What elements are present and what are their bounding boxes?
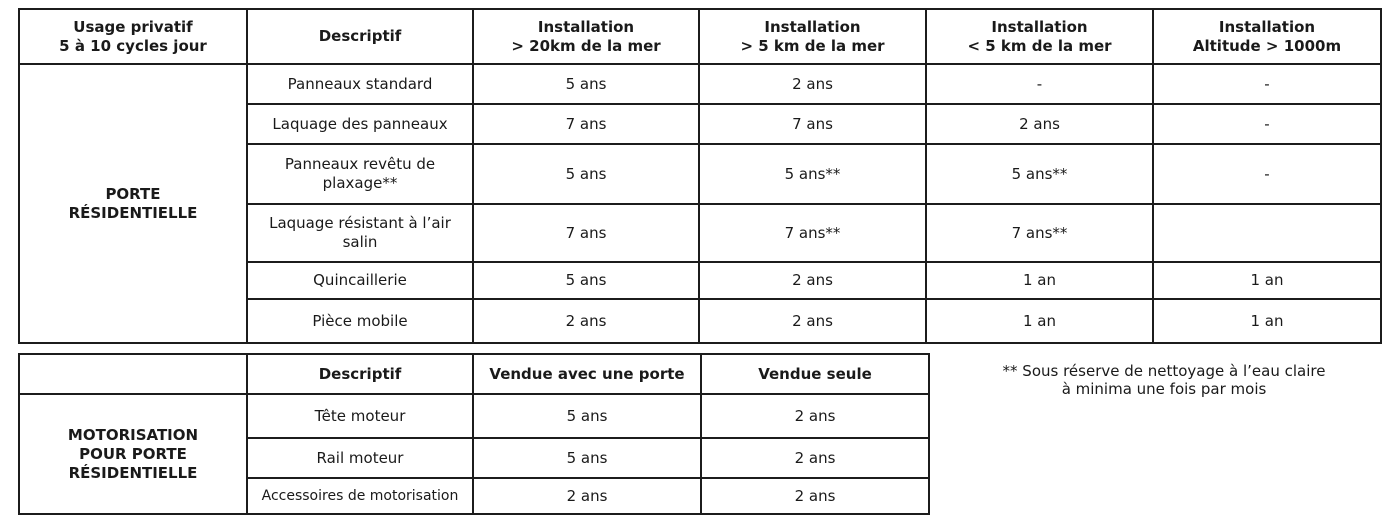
cell-value: 2 ans: [699, 64, 926, 104]
cell-value: 1 an: [926, 299, 1153, 343]
cell-desc: Rail moteur: [247, 438, 473, 478]
cell-desc: Accessoires de motorisation: [247, 478, 473, 514]
cell-value: 7 ans**: [926, 204, 1153, 262]
header-line: Installation: [764, 17, 861, 36]
cell-desc: Panneaux standard: [247, 64, 473, 104]
cell-value: 7 ans**: [699, 204, 926, 262]
header-installation-5km: [699, 9, 926, 64]
cell-value: 1 an: [926, 262, 1153, 299]
row-group-label-motorisation: [19, 394, 247, 514]
warranty-table-motor: [18, 353, 930, 515]
cell-value: 5 ans: [473, 394, 701, 438]
cell-value: 2 ans: [701, 478, 929, 514]
header-line: < 5 km de la mer: [967, 36, 1112, 55]
header-line: Installation: [991, 17, 1088, 36]
footnote-line: ** Sous réserve de nettoyage à l’eau claire: [1002, 362, 1326, 380]
table-row: [19, 394, 929, 438]
group-label-line: RÉSIDENTIELLE: [68, 463, 198, 482]
header-descriptif: [247, 9, 473, 64]
cell-value: 5 ans**: [699, 144, 926, 204]
cell-value: 5 ans**: [926, 144, 1153, 204]
cell-value: [1153, 204, 1381, 262]
header-line: Altitude > 1000m: [1192, 36, 1342, 55]
cell-value: -: [1153, 144, 1381, 204]
cell-value: -: [1153, 64, 1381, 104]
header-line: Descriptif: [318, 27, 402, 45]
cell-value: 7 ans: [699, 104, 926, 144]
cell-value: 5 ans: [473, 64, 699, 104]
header-line: Installation: [1218, 17, 1316, 36]
header-line: Installation: [537, 17, 635, 36]
cell-value: 1 an: [1153, 299, 1381, 343]
cell-value: 2 ans: [701, 394, 929, 438]
footnote: [980, 362, 1348, 398]
cell-desc: Pièce mobile: [247, 299, 473, 343]
header-usage: [19, 9, 247, 64]
header-line: > 20km de la mer: [511, 36, 661, 55]
warranty-table-door: [18, 8, 1382, 344]
table-row: [19, 64, 1381, 104]
cell-value: 2 ans: [926, 104, 1153, 144]
cell-value: 2 ans: [699, 299, 926, 343]
group-label-line: RÉSIDENTIELLE: [68, 203, 198, 222]
cell-value: -: [926, 64, 1153, 104]
cell-value: 5 ans: [473, 262, 699, 299]
cell-value: 5 ans: [473, 144, 699, 204]
header-line: Usage privatif: [73, 17, 193, 36]
cell-desc: Quincaillerie: [247, 262, 473, 299]
cell-value: 2 ans: [473, 478, 701, 514]
cell-value: 2 ans: [699, 262, 926, 299]
header-empty: [19, 354, 247, 394]
cell-desc: Laquage résistant à l’air salin: [247, 204, 473, 262]
header-line: 5 à 10 cycles jour: [59, 36, 207, 55]
table-header-row: [19, 354, 929, 394]
header-line: > 5 km de la mer: [740, 36, 885, 55]
header-installation-20km: [473, 9, 699, 64]
header-descriptif: Descriptif: [247, 354, 473, 394]
cell-value: 2 ans: [473, 299, 699, 343]
cell-desc: Panneaux revêtu de plaxage**: [247, 144, 473, 204]
header-vendue-seule: Vendue seule: [701, 354, 929, 394]
cell-desc: Tête moteur: [247, 394, 473, 438]
group-label-line: MOTORISATION: [67, 425, 199, 444]
row-group-label-porte: [19, 64, 247, 343]
group-label-line: PORTE: [105, 184, 161, 203]
cell-value: 7 ans: [473, 104, 699, 144]
group-label-line: POUR PORTE: [79, 444, 187, 463]
header-vendue-avec-porte: Vendue avec une porte: [473, 354, 701, 394]
cell-value: 1 an: [1153, 262, 1381, 299]
footnote-line: à minima une fois par mois: [1061, 380, 1267, 398]
cell-value: -: [1153, 104, 1381, 144]
cell-value: 5 ans: [473, 438, 701, 478]
cell-desc: Laquage des panneaux: [247, 104, 473, 144]
cell-value: 7 ans: [473, 204, 699, 262]
cell-value: 2 ans: [701, 438, 929, 478]
header-installation-under-5km: [926, 9, 1153, 64]
header-installation-altitude: [1153, 9, 1381, 64]
table-header-row: [19, 9, 1381, 64]
